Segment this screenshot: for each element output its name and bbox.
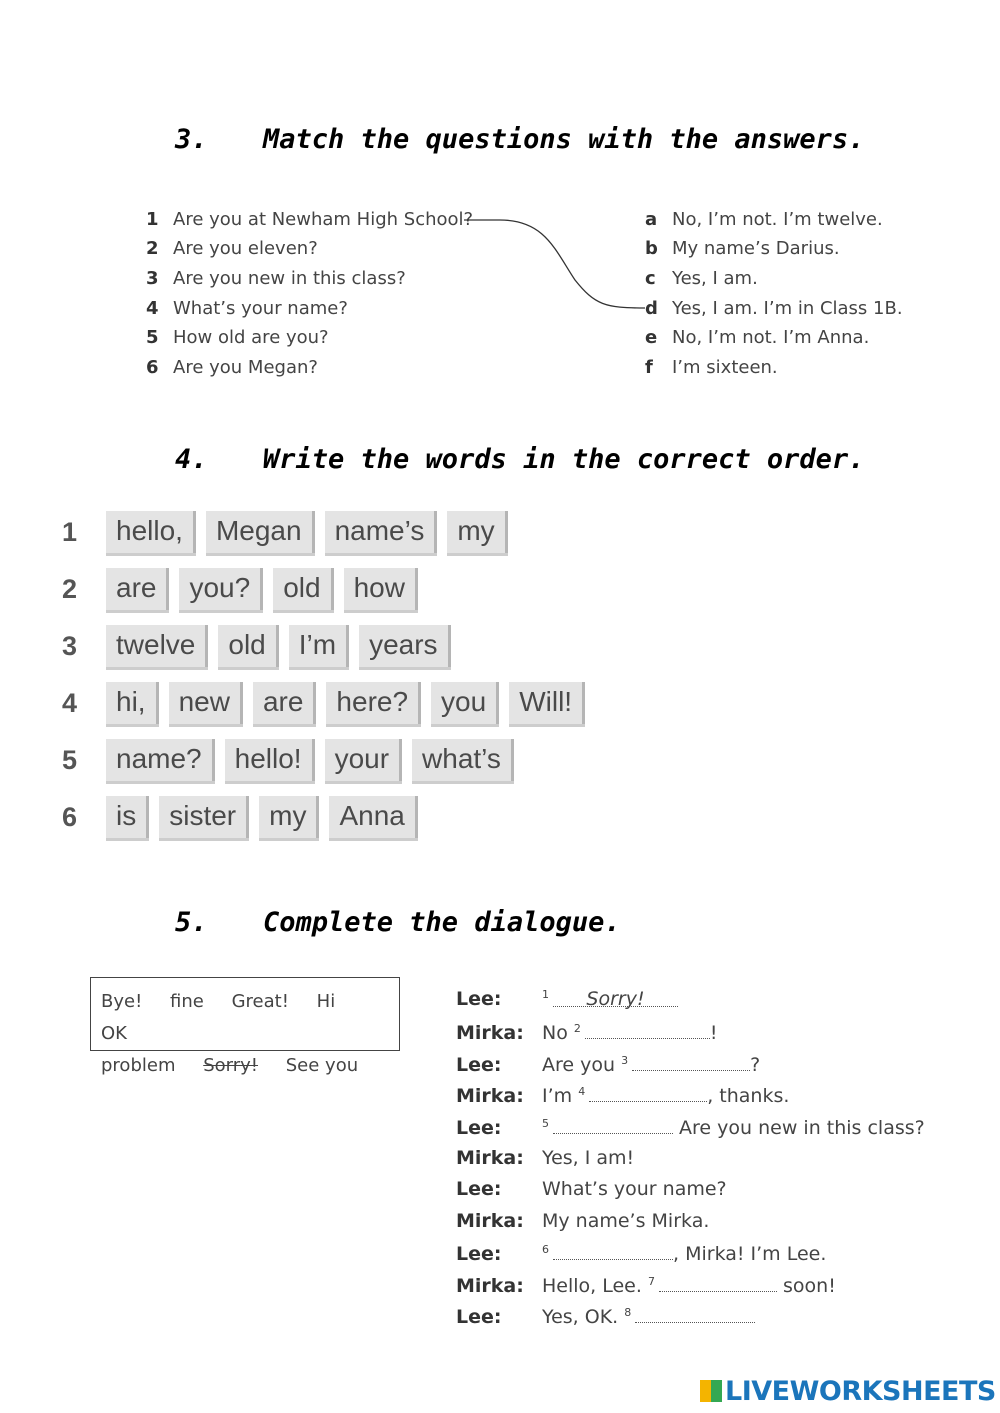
word-chip: what’s [412, 739, 514, 781]
question-5: 5 How old are you? [146, 327, 329, 348]
gap-7-input[interactable] [659, 1273, 777, 1292]
answer-e: e No, I’m not. I’m Anna. [645, 327, 870, 348]
exercise-5-title: Complete the dialogue. [263, 907, 621, 938]
liveworksheets-logo [700, 1376, 996, 1407]
word-row-4: 4 hi, new are here? you Will! [62, 679, 595, 727]
liveworksheets-logo-icon [700, 1380, 722, 1402]
word-box-item: fine [170, 991, 204, 1012]
word-row-5: 5 name? hello! your what’s [62, 736, 524, 784]
question-6: 6 Are you Megan? [146, 357, 318, 378]
word-chip: are [106, 568, 169, 610]
exercise-3-title: Match the questions with the answers. [263, 124, 865, 155]
word-chip: years [359, 625, 450, 667]
gap-1-input[interactable]: Sorry! [553, 988, 678, 1007]
dialogue-line-9: Lee: $^6$ , Mirka! I’m Lee. [456, 1242, 827, 1265]
question-2: 2 Are you eleven? [146, 238, 318, 259]
word-box-item: See you [285, 1055, 359, 1076]
dialogue-line-8: Mirka: My name’s Mirka. [456, 1210, 710, 1232]
dialogue-line-4: Mirka: I’m $^4$ , thanks. [456, 1084, 790, 1107]
word-chip: you? [179, 568, 263, 610]
exercise-3-number: 3. [175, 124, 208, 155]
word-row-3: 3 twelve old I’m years [62, 622, 461, 670]
exercise-4-title: Write the words in the correct order. [263, 444, 865, 475]
word-row-2: 2 are you? old how [62, 565, 428, 613]
gap-6-input[interactable] [553, 1241, 673, 1260]
word-chip: Megan [206, 511, 315, 553]
answer-f: f I’m sixteen. [645, 357, 778, 378]
gap-2-input[interactable] [585, 1020, 710, 1039]
dialogue-line-10: Mirka: Hello, Lee. $^7$ soon! [456, 1274, 836, 1297]
answer-d: d Yes, I am. I’m in Class 1B. [645, 298, 903, 319]
word-chip: new [169, 682, 243, 724]
brand-label: LIVEWORKSHEETS [725, 1376, 996, 1407]
dialogue-line-3: Lee: Are you $^3$ ? [456, 1053, 761, 1076]
word-box-item: Bye! [101, 991, 143, 1012]
word-box-struck-item: Sorry! [203, 1055, 259, 1076]
question-3: 3 Are you new in this class? [146, 268, 406, 289]
word-box-item: OK [101, 1023, 127, 1044]
dialogue-line-5: Lee: $^5$ Are you new in this class? [456, 1116, 925, 1139]
dialogue-line-6: Mirka: Yes, I am! [456, 1147, 635, 1169]
answer-b: b My name’s Darius. [645, 238, 840, 259]
word-chip: Anna [329, 796, 417, 838]
word-chip: you [431, 682, 499, 724]
word-chip: how [344, 568, 418, 610]
word-chip: hi, [106, 682, 159, 724]
word-chip: old [218, 625, 278, 667]
word-chip: my [447, 511, 507, 553]
exercise-4-heading [175, 444, 864, 475]
dialogue-line-11: Lee: Yes, OK. $^8$ [456, 1304, 755, 1328]
word-chip: name? [106, 739, 215, 781]
gap-4-input[interactable] [589, 1083, 707, 1102]
word-chip: hello! [225, 739, 315, 781]
answer-a: a No, I’m not. I’m twelve. [645, 209, 883, 230]
word-row-1: 1 hello, Megan name’s my [62, 508, 518, 556]
word-chip: old [273, 568, 333, 610]
gap-5-input[interactable] [553, 1115, 673, 1134]
word-chip: is [106, 796, 149, 838]
word-row-6: 6 is sister my Anna [62, 793, 428, 841]
exercise-4-number: 4. [175, 444, 208, 475]
word-chip: name’s [325, 511, 438, 553]
dialogue-line-1: Lee: $^1$ Sorry! [456, 988, 678, 1010]
word-chip: here? [326, 682, 421, 724]
word-box [90, 977, 400, 1076]
exercise-5-heading [175, 907, 621, 938]
word-box-item: problem [101, 1055, 176, 1076]
example-match-line [0, 0, 1000, 420]
word-box-item: Hi [316, 991, 336, 1012]
word-chip: Will! [509, 682, 585, 724]
word-chip: your [325, 739, 402, 781]
word-chip: my [259, 796, 319, 838]
word-chip: hello, [106, 511, 196, 553]
word-chip: sister [159, 796, 249, 838]
exercise-5-number: 5. [175, 907, 208, 938]
question-4: 4 What’s your name? [146, 298, 348, 319]
answer-c: c Yes, I am. [645, 268, 758, 289]
word-chip: are [253, 682, 316, 724]
gap-8-input[interactable] [635, 1304, 755, 1323]
dialogue-line-7: Lee: What’s your name? [456, 1178, 727, 1200]
word-box-item: Great! [231, 991, 289, 1012]
word-chip: twelve [106, 625, 208, 667]
dialogue-line-2: Mirka: No $^2$ ! [456, 1021, 718, 1044]
word-chip: I’m [289, 625, 349, 667]
question-1: 1 Are you at Newham High School? [146, 209, 474, 230]
gap-3-input[interactable] [632, 1052, 750, 1071]
